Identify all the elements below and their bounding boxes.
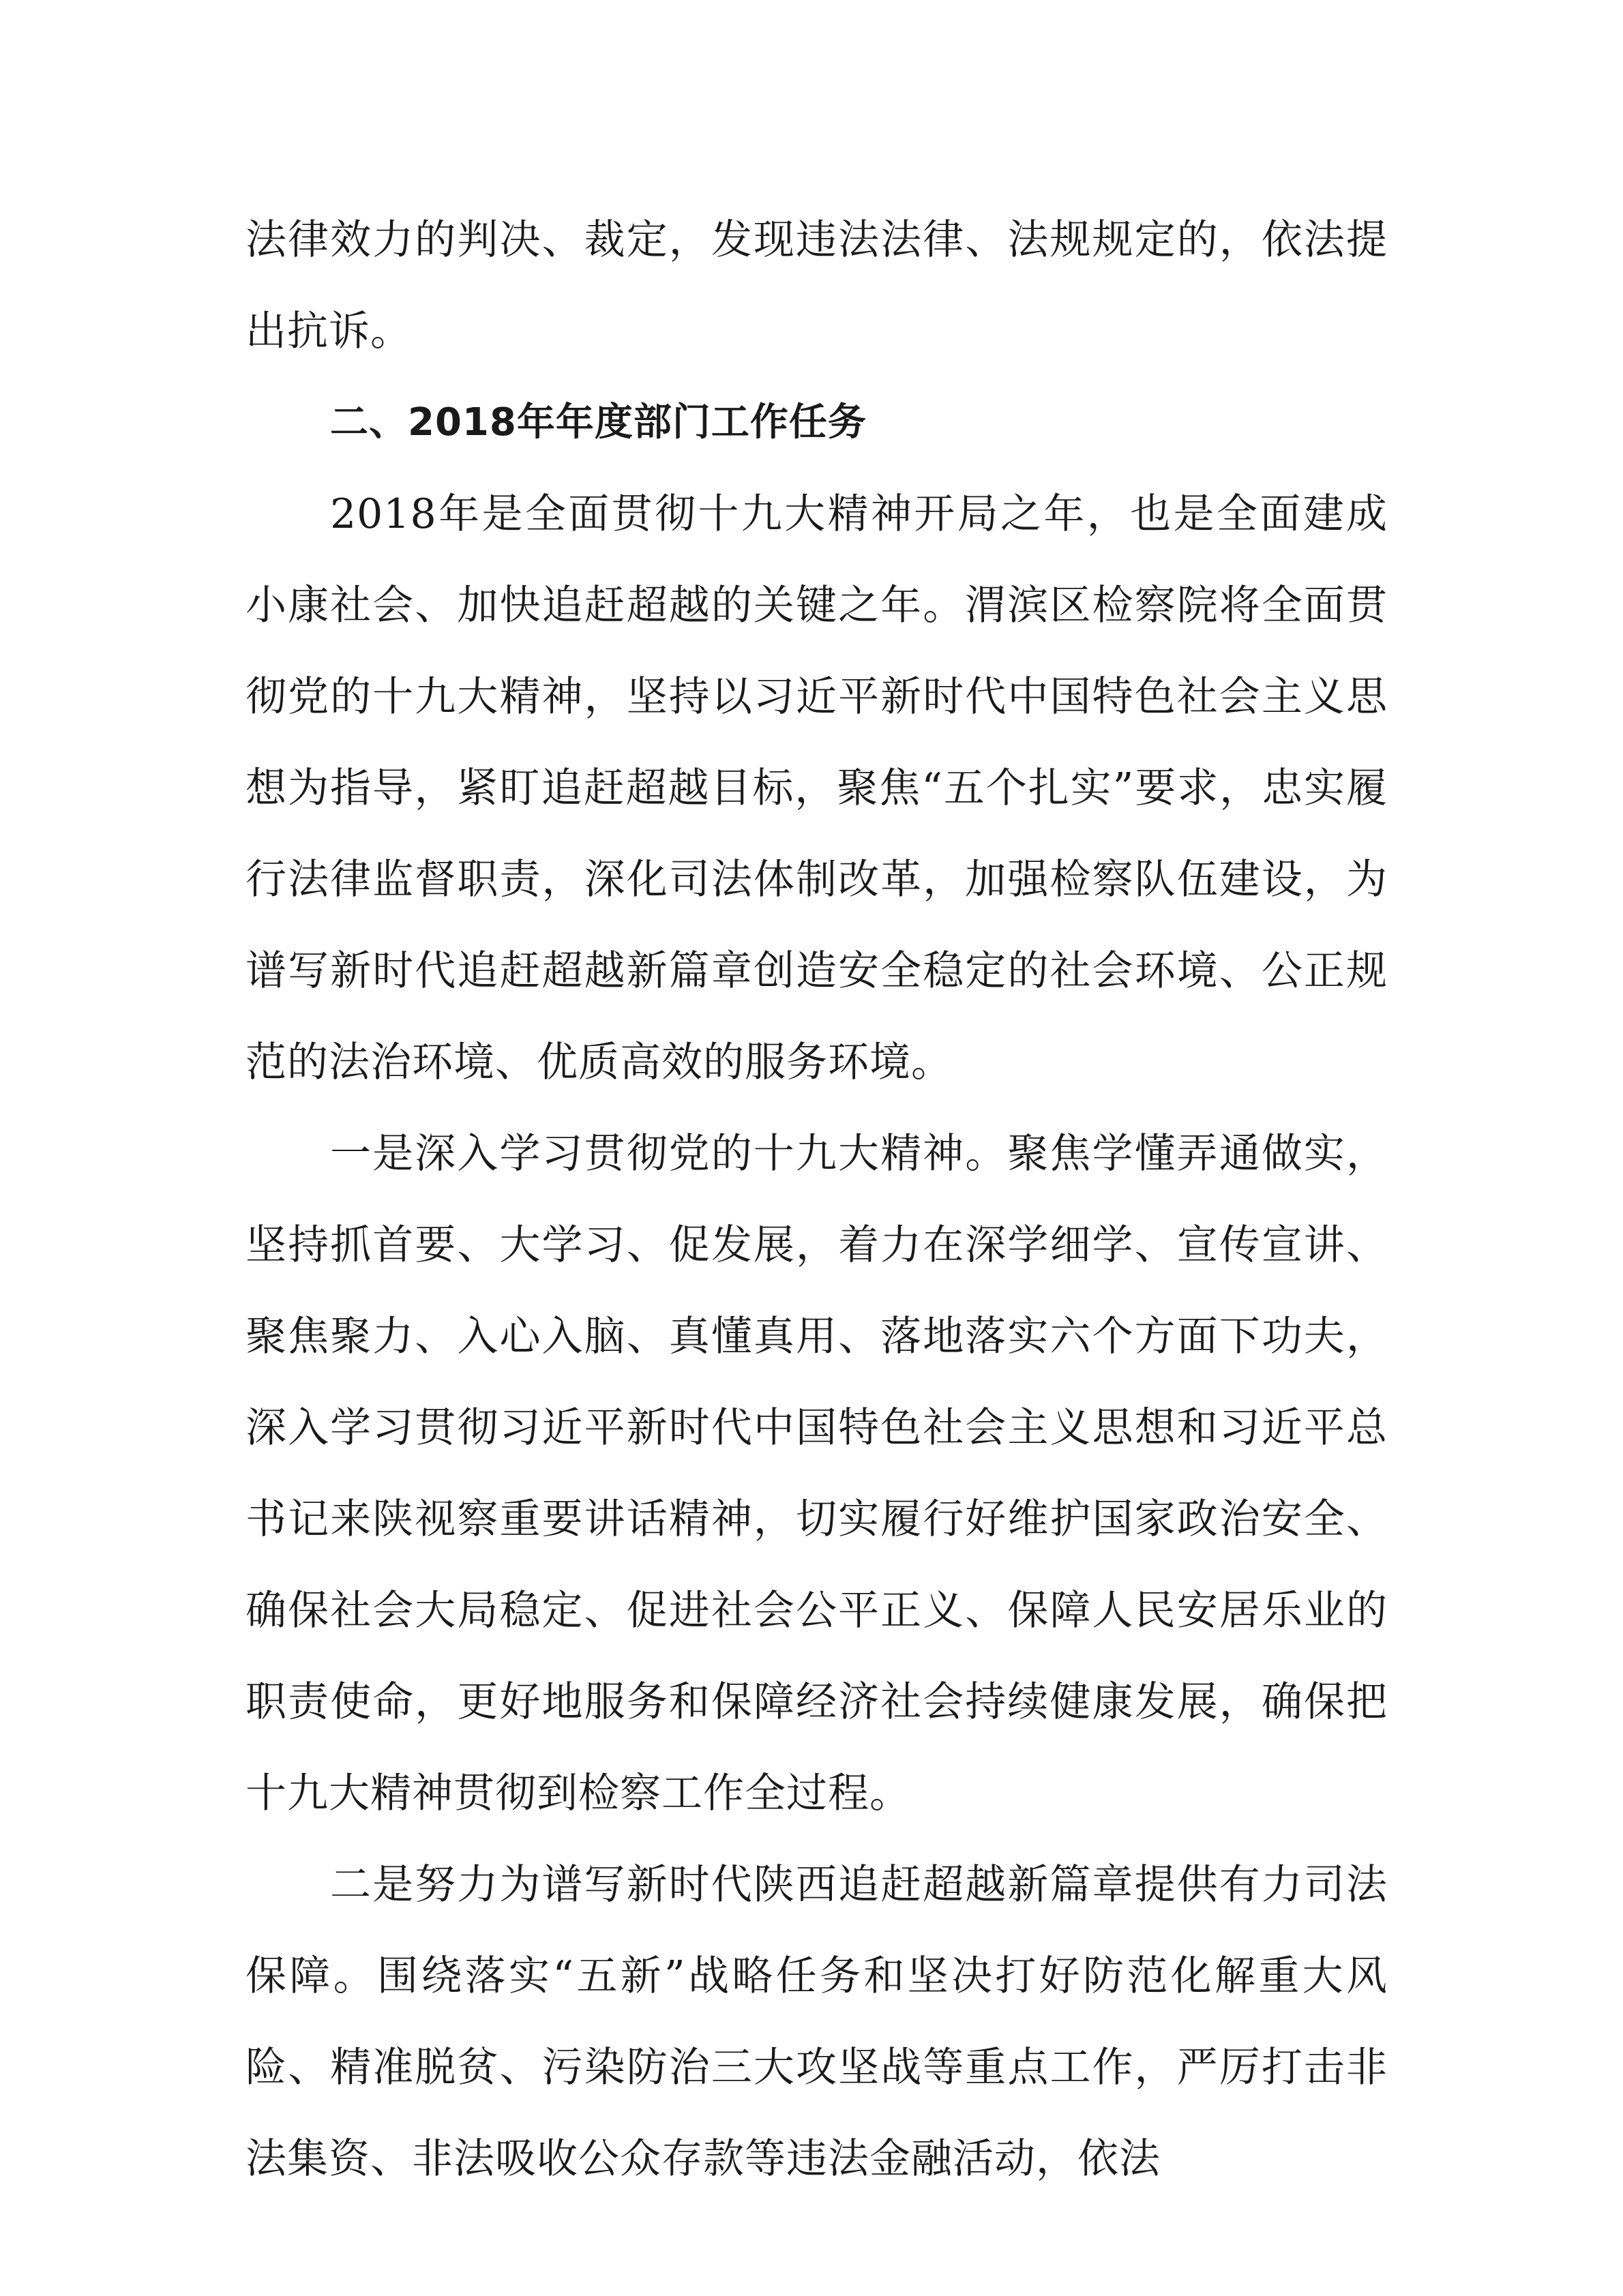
paragraph-continuation: 法律效力的判决、裁定，发现违法法律、法规规定的，依法提出抗诉。 <box>245 216 1388 355</box>
section-heading: 二、2018年年度部门工作任务 <box>330 400 867 445</box>
paragraph-overview: 2018年是全面贯彻十九大精神开局之年，也是全面建成小康社会、加快追赶超越的关键之年。渭滨区检察院将全面贯彻党的十九大精神，坚持以习近平新时代中国特色社会主义思想为指导，紧盯追赶超越目标，聚焦“五个扎实”要求，忠实履行法律监督职责，深化司法体制改革，加强检察队伍建设，为谱写新时代追赶超越新篇章创造安全稳定的社会环境、公正规范的法治环境、优质高效的服务环境。 <box>245 490 1388 1086</box>
paragraph-task-one: 一是深入学习贯彻党的十九大精神。聚焦学懂弄通做实，坚持抓首要、大学习、促发展，着力在深学细学、宣传宣讲、聚焦聚力、入心入脑、真懂真用、落地落实六个方面下功夫，深入学习贯彻习近平新时代中国特色社会主义思想和习近平总书记来陕视察重要讲话精神，切实履行好维护国家政治安全、确保社会大局稳定、促进社会公平正义、保障人民安居乐业的职责使命，更好地服务和保障经济社会持续健康发展，确保把十九大精神贯彻到检察工作全过程。 <box>245 1130 1388 1817</box>
paragraph-task-two: 二是努力为谱写新时代陕西追赶超越新篇章提供有力司法保障。围绕落实“五新”战略任务和坚决打好防范化解重大风险、精准脱贫、污染防治三大攻坚战等重点工作，严厉打击非法集资、非法吸收公众存款等违法金融活动，依法 <box>245 1861 1388 2183</box>
document-body <box>245 194 1388 2205</box>
